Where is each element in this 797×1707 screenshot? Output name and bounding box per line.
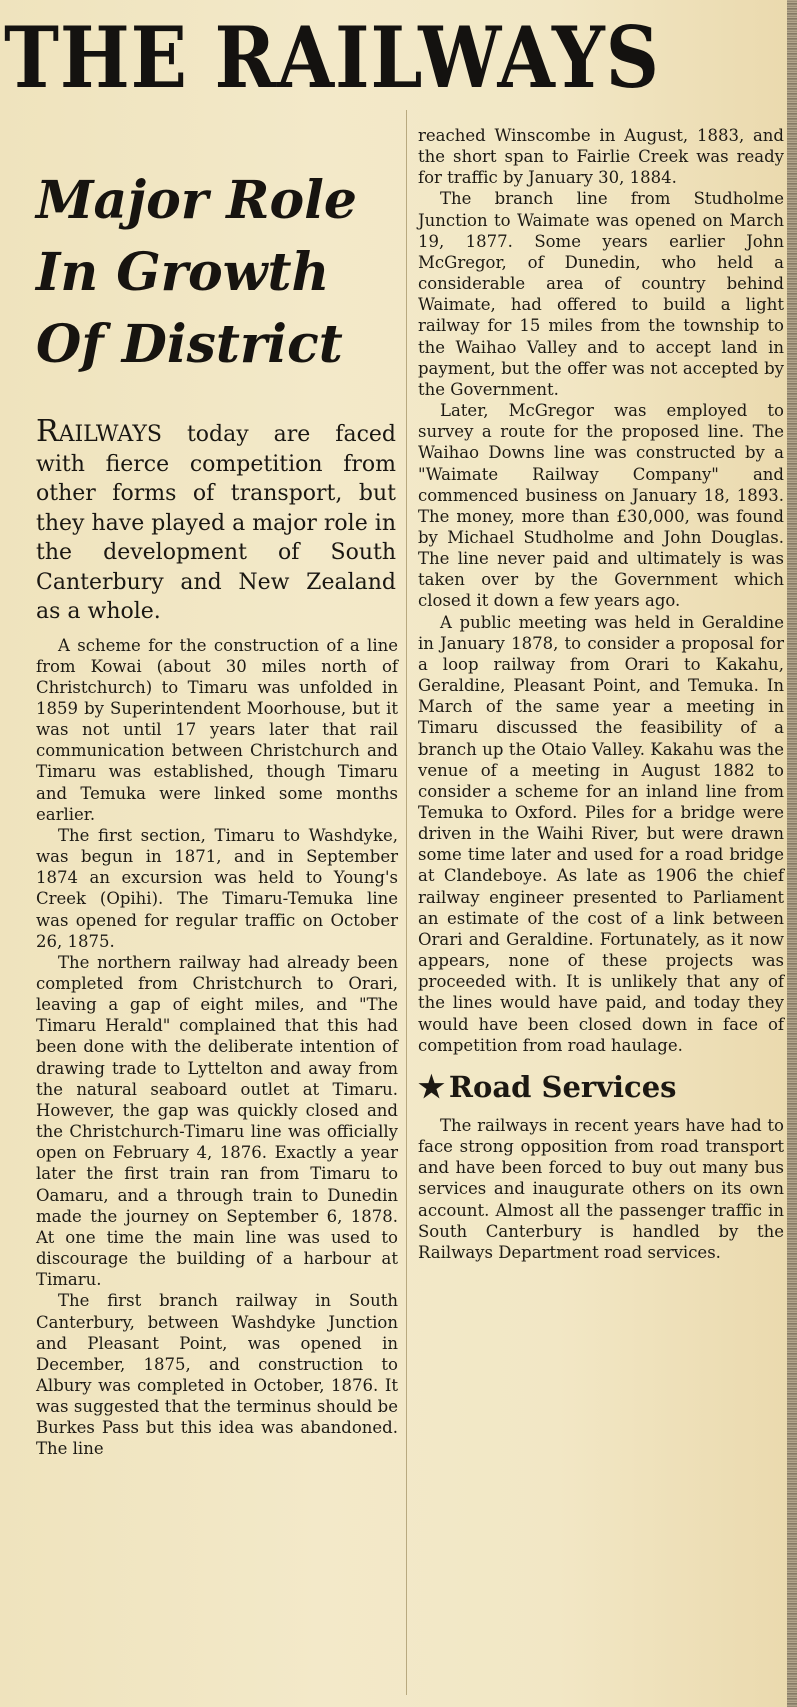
torn-edge xyxy=(787,0,797,1707)
drop-cap: R xyxy=(36,414,59,449)
paragraph: A scheme for the construction of a line from Kowai (about 30 miles north of Christchurch) to Timaru was unfolded in 1859 by Superintendent Moorhouse, but it was not until 17 years later that rail communication between Christchurch and Timaru was established, though Timaru and Temuka were linked some months earlier. xyxy=(36,635,398,824)
lede-text: AILWAYS today are faced with fierce competition from other forms of transport, but they have played a major role in the development of South Canterbury and New Zealand as a whole. xyxy=(36,422,396,624)
paragraph: Later, McGregor was employed to survey a route for the proposed line. The Waihao Downs line was constructed by a "Waimate Railway Company" and commenced business on January 18, 1893. The money, more than £30,000, was found by Michael Studholme and John Douglas. The line never paid and ultimately is was taken over by the Government which closed it down a few years ago. xyxy=(418,401,784,611)
headline-line-1: Major Role xyxy=(36,170,357,231)
paragraph: The northern railway had already been completed from Christchurch to Orari, leaving a gap of eight miles, and "The Timaru Herald" complained that this had been done with the deliberate intention of drawing trade to Lyttelton and away from the natural seaboard outlet at Timaru. However, the gap was quickly closed and the Christchurch-Timaru line was officially open on February 4, 1876. Exactly a year later the first train ran from Timaru to Oamaru, and a through train to Dunedin made the journey on September 6, 1878. At one time the main line was used to discourage the building of a harbour at Timaru. xyxy=(36,952,398,1290)
paragraph: A public meeting was held in Geraldine in January 1878, to consider a proposal for a loop railway from Orari to Kakahu, Geraldine, Pleasant Point, and Temuka. In March of the same year a meeting in Timaru discussed the feasibility of a branch up the Otaio Valley. Kakahu was the venue of a meeting in August 1882 to consider a scheme for an inland line from Temuka to Oxford. Piles for a bridge were driven in the Waihi River, but were drawn some time later and used for a road bridge at Clandeboye. As late as 1906 the chief railway engineer presented to Parliament an estimate of the cost of a link between Orari and Geraldine. Fortunately, as it now appears, none of these projects was proceeded with. It is unlikely that any of the lines would have paid, and today they would have been closed down in face of competition from road haulage. xyxy=(418,612,784,1055)
left-column xyxy=(6,125,398,1460)
star-icon: ★ xyxy=(418,1069,445,1105)
paragraph: reached Winscombe in August, 1883, and the short span to Fairlie Creek was ready for traffic by January 30, 1884. xyxy=(418,126,784,188)
headline-line-3: Of District xyxy=(36,314,343,375)
road-services-body xyxy=(418,1115,784,1263)
right-column xyxy=(418,125,784,1263)
right-body xyxy=(418,125,784,1056)
lede-paragraph xyxy=(36,414,396,627)
subheading-text: Road Services xyxy=(448,1069,677,1104)
paragraph: The first section, Timaru to Washdyke, was begun in 1871, and in September 1874 an excursion was held to Young's Creek (Opihi). The Timaru-Temuka line was opened for regular traffic on October 26, 1875. xyxy=(36,825,398,951)
paragraph: The railways in recent years have had to face strong opposition from road transport and have been forced to buy out many bus services and inaugurate others on its own account. Almost all the passenger traffic in South Canterbury is handled by the Railways Department road services. xyxy=(418,1115,784,1262)
left-body xyxy=(36,635,398,1460)
headline xyxy=(36,165,398,381)
subheading-road-services xyxy=(418,1070,784,1105)
headline-line-2: In Growth xyxy=(36,242,330,303)
paragraph: The branch line from Studholme Junction to Waimate was opened on March 19, 1877. Some years earlier John McGregor, of Dunedin, who held a considerable area of country behind Waimate, had offered to build a light railway for 15 miles from the township to the Waihao Valley and to accept land in payment, but the offer was not accepted by the Government. xyxy=(418,189,784,399)
column-divider xyxy=(406,110,407,1695)
paragraph: The first branch railway in South Canterbury, between Washdyke Junction and Pleasant Point, was opened in December, 1875, and construction to Albury was completed in October, 1876. It was suggested that the terminus should be Burkes Pass but this idea was abandoned. The line xyxy=(36,1291,398,1459)
masthead-title: THE RAILWAYS xyxy=(4,8,660,107)
